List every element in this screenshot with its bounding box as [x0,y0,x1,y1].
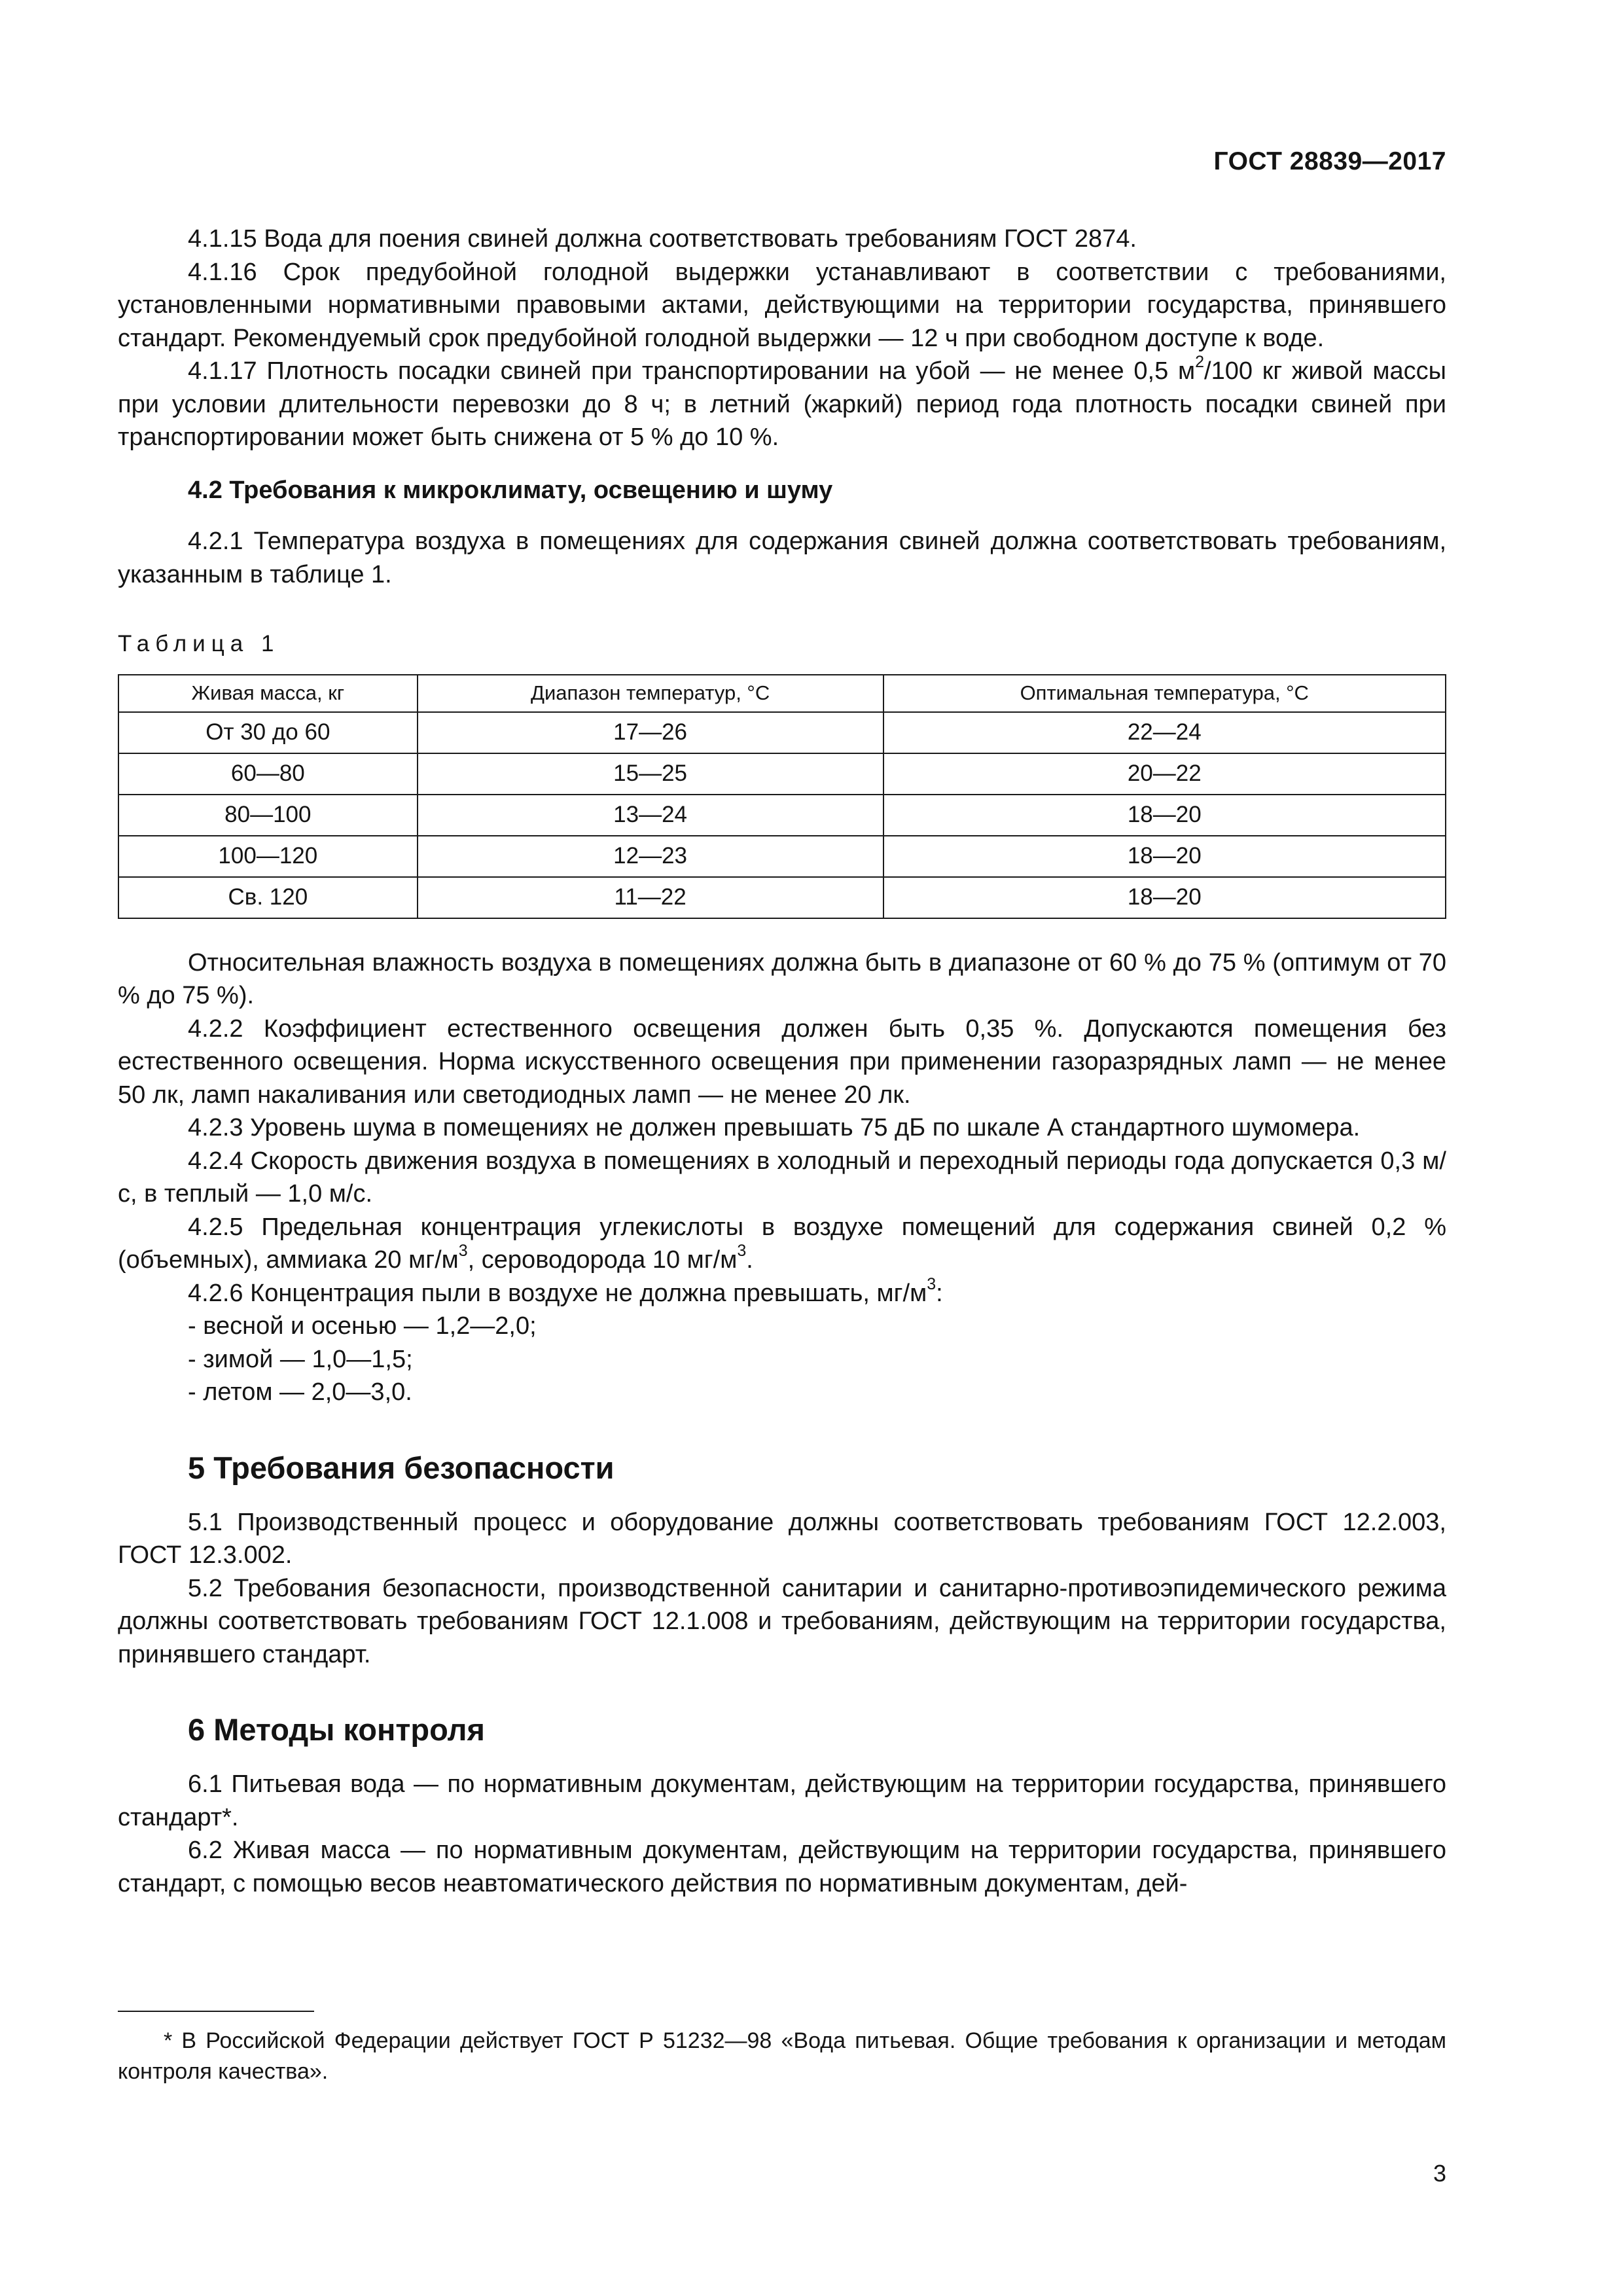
paragraph-4-1-17-text: 4.1.17 Плотность посадки свиней при транспортировании на убой — не менее 0,5 м [188,357,1196,385]
table-cell: 18—20 [883,795,1446,836]
footnote [118,2026,1446,2087]
table-cell: Св. 120 [118,877,418,918]
paragraph-humidity: Относительная влажность воздуха в помещениях должна быть в диапазоне от 60 % до 75 % (оптимум от 70 % до 75 %). [118,948,1446,1009]
table-row [118,836,1446,877]
paragraph-4-2-5-text-mid: , сероводорода 10 мг/м [467,1246,738,1274]
table-cell: 20—22 [883,753,1446,795]
table-cell: 18—20 [883,877,1446,918]
paragraph-4-1-16: 4.1.16 Срок предубойной голодной выдержки устанавливают в соответствии с требованиями, установленными нормативными правовыми актами, действующими на территории государства, принявшего стандарт. Рекомендуемый срок предубойной голодной выдержки — 12 ч при свободном доступе к воде. [118,258,1446,352]
paragraph-4-2-5-text-end: . [746,1246,753,1274]
paragraph-4-2-3: 4.2.3 Уровень шума в помещениях не должен превышать 75 дБ по шкале А стандартного шумомера. [188,1114,1361,1141]
table-cell: 22—24 [883,712,1446,753]
page-number: 3 [1433,2160,1446,2187]
list-item: - летом — 2,0—3,0. [188,1378,412,1406]
paragraph-4-1-15: 4.1.15 Вода для поения свиней должна соответствовать требованиям ГОСТ 2874. [188,225,1137,253]
table-cell: 60—80 [118,753,418,795]
superscript: 3 [927,1274,936,1293]
table-row [118,877,1446,918]
paragraph-6-1: 6.1 Питьевая вода — по нормативным документам, действующим на территории государства, принявшего стандарт*. [118,1770,1446,1831]
table-cell: 11—22 [418,877,883,918]
paragraph-4-1-17 [118,355,1446,454]
table-row [118,753,1446,795]
table-cell: 13—24 [418,795,883,836]
table-caption: Таблица 1 [118,631,280,656]
table-header-row [118,675,1446,712]
paragraph-4-2-5 [118,1211,1446,1277]
table-cell: 15—25 [418,753,883,795]
list-item: - зимой — 1,0—1,5; [188,1345,413,1373]
paragraph-5-1: 5.1 Производственный процесс и оборудование должны соответствовать требованиям ГОСТ 12.2.003, ГОСТ 12.3.002. [118,1508,1446,1569]
paragraph-6-2: 6.2 Живая масса — по нормативным документам, действующим на территории государства, принявшего стандарт, с помощью весов неавтоматического действия по нормативным документам, дей- [118,1837,1446,1897]
paragraph-4-2-4: 4.2.4 Скорость движения воздуха в помещениях в холодный и переходный периоды года допускается 0,3 м/с, в теплый — 1,0 м/с. [118,1147,1446,1208]
table-cell: 80—100 [118,795,418,836]
table-cell: 18—20 [883,836,1446,877]
temperature-table [118,674,1446,919]
paragraph-4-2-6-text: 4.2.6 Концентрация пыли в воздухе не должна превышать, мг/м [188,1279,927,1307]
subsection-4-2-title: 4.2 Требования к микроклимату, освещению и шуму [188,476,833,504]
table-header-cell: Оптимальная температура, °С [883,675,1446,712]
paragraph-4-2-2: 4.2.2 Коэффициент естественного освещения должен быть 0,35 %. Допускаются помещения без естественного освещения. Норма искусственного освещения при применении газоразрядных ламп — не менее 50 лк, ламп накаливания или светодиодных ламп — не менее 20 лк. [118,1014,1446,1109]
paragraph-4-2-6 [118,1274,1446,1310]
table-header-cell: Диапазон температур, °С [418,675,883,712]
table-cell: 100—120 [118,836,418,877]
superscript: 2 [1195,353,1205,372]
paragraph-4-2-5-text: 4.2.5 Предельная концентрация углекислоты в воздухе помещений для содержания свиней 0,2 % (объемных), аммиака 20 мг/м [118,1213,1446,1274]
superscript: 3 [458,1242,468,1261]
list-item: - весной и осенью — 1,2—2,0; [188,1312,537,1340]
table-header-cell: Живая масса, кг [118,675,418,712]
footnote-divider [118,2011,314,2012]
paragraph-5-2: 5.2 Требования безопасности, производственной санитарии и санитарно-противоэпидемического режима должны соответствовать требованиям ГОСТ 12.1.008 и требованиям, действующим на территории государства, принявшего стандарт. [118,1574,1446,1668]
section-5-title: 5 Требования безопасности [188,1450,615,1485]
table-cell: От 30 до 60 [118,712,418,753]
paragraph-4-2-1: 4.2.1 Температура воздуха в помещениях для содержания свиней должна соответствовать требованиям, указанным в таблице 1. [118,528,1446,588]
superscript: 3 [737,1242,747,1261]
section-6-title: 6 Методы контроля [188,1712,485,1747]
table-row [118,712,1446,753]
paragraph-4-2-6-text-end: : [936,1279,943,1307]
document-code-header: ГОСТ 28839—2017 [1213,147,1446,175]
table-cell: 12—23 [418,836,883,877]
page-content [118,223,1446,1900]
table-cell: 17—26 [418,712,883,753]
footnote-text: * В Российской Федерации действует ГОСТ Р 51232—98 «Вода питьевая. Общие требования к организации и методам контроля качества». [118,2028,1446,2084]
table-row [118,795,1446,836]
paragraph-4-1-17-text-end: /100 кг живой массы при условии длительности перевозки до 8 ч; в летний (жаркий) период года плотность посадки свиней при транспортировании может быть снижена от 5 % до 10 %. [118,357,1446,451]
